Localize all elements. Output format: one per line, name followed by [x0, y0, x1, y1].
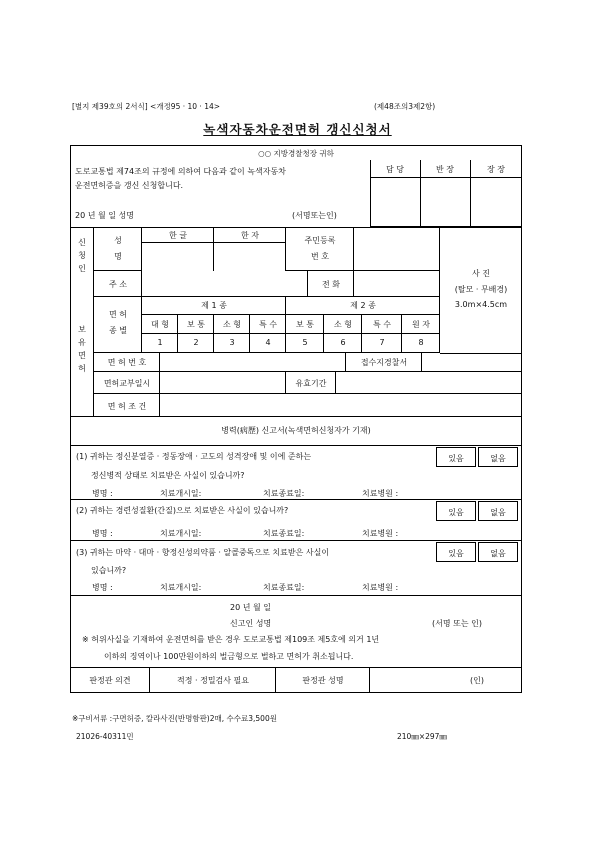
rrn-field[interactable] [354, 227, 440, 271]
subtype-number: 8 [418, 338, 424, 347]
question-3-line-2: 있습니까? [91, 566, 127, 575]
q2-end: 치료종료일: [263, 529, 305, 538]
photo-label: 사 진 [472, 269, 490, 278]
q3-hospital: 치료병원 : [362, 583, 399, 592]
subtype-large: 대 형 [151, 320, 169, 329]
declaration-date: 20 년 월 일 [230, 603, 271, 612]
subtype-small-2: 소 형 [334, 320, 352, 329]
class1-header: 제 1 종 [201, 301, 227, 310]
paper-size: 210㎜×297㎜ [397, 732, 447, 741]
photo-size: 3.0m×4.5cm [454, 300, 508, 309]
question-3-line-1: (3) 귀하는 마약 · 대마 · 향정신성의약품 · 알콜중독으로 치료받은 사실이 [76, 548, 330, 557]
class2-header: 제 2 종 [350, 301, 376, 310]
q1-disease: 병명 : [92, 489, 113, 498]
validity-field[interactable] [336, 372, 522, 394]
q2-disease: 병명 : [92, 529, 113, 538]
judge-seal: (인) [470, 676, 484, 685]
q3-start: 치료개시일: [160, 583, 202, 592]
phone-label: 전 화 [322, 280, 340, 289]
question-2-line-1: (2) 귀하는 경련성질환(간질)으로 치료받은 사실이 있습니까? [76, 506, 289, 515]
validity-label: 유효기간 [295, 379, 327, 388]
address-label: 주 소 [109, 280, 127, 289]
subtype-small-1: 소 형 [223, 320, 241, 329]
condition-label: 면 허 조 건 [107, 402, 147, 411]
applicant-section-label: 신 청 인 [78, 238, 86, 273]
form-code: 21026-40311민 [76, 732, 134, 741]
license-section-label: 보 유 면 허 [78, 325, 86, 373]
reporter-sign-hint: (서명 또는 인) [432, 619, 482, 628]
korean-name-label: 한 글 [169, 231, 187, 240]
address-field[interactable] [142, 271, 308, 297]
photo-requirement: (탈모 · 무배경) [454, 285, 508, 294]
form-title: 녹색자동차운전면허 갱신신청서 [203, 122, 392, 137]
application-sign-hint: (서명또는인) [292, 211, 337, 220]
police-station-label: 접수지경찰서 [360, 358, 408, 367]
subtype-number: 6 [340, 338, 346, 347]
subtype-special-2: 특 수 [373, 320, 391, 329]
intro-line-2: 운전면허증을 갱신 신청합니다. [75, 181, 184, 190]
rrn-label: 주민등록 [304, 236, 336, 245]
condition-field[interactable] [160, 394, 522, 417]
question-1-line-1: (1) 귀하는 정신분열증 · 정동장애 · 고도의 성격장애 및 이에 준하는 [76, 452, 312, 461]
issue-date-field[interactable] [160, 372, 286, 394]
q3-end: 치료종료일: [263, 583, 305, 592]
subtype-number: 4 [265, 338, 271, 347]
q1-hospital: 치료병원 : [362, 489, 399, 498]
approval-team-leader: 반 장 [436, 165, 454, 174]
approval-staff: 담 당 [386, 165, 404, 174]
subtype-number: 1 [157, 338, 163, 347]
addressee: ○○ 지방경찰청장 귀하 [258, 149, 334, 158]
hanja-name-field[interactable] [214, 243, 286, 271]
q1-end: 치료종료일: [263, 489, 305, 498]
false-statement-warning-2: 이하의 징역이나 100만원이하의 벌금형으로 벌하고 면허가 취소됩니다. [104, 652, 354, 661]
subtype-special-1: 특 수 [259, 320, 277, 329]
approval-chief: 장 장 [487, 165, 505, 174]
issue-date-label: 면허교부일시 [103, 379, 151, 388]
phone-field[interactable] [354, 271, 440, 297]
subtype-regular-2: 보 통 [296, 320, 314, 329]
judge-name-label: 판정관 성명 [302, 676, 344, 685]
question-1-line-2: 정신병적 상태로 치료받은 사실이 있습니까? [91, 471, 245, 480]
subtype-regular-1: 보 통 [187, 320, 205, 329]
hanja-name-label: 한 자 [241, 231, 259, 240]
subtype-number: 5 [302, 338, 308, 347]
korean-name-field[interactable] [142, 243, 214, 271]
license-type-label: 면 허 [109, 310, 127, 319]
subtype-number: 7 [379, 338, 385, 347]
license-number-field[interactable] [160, 353, 346, 372]
form-reference: [별지 제39호의 2서식] <개정95 · 10 · 14> [72, 102, 221, 111]
false-statement-warning: ※ 허위사실을 기재하여 운전면허를 받은 경우 도로교통법 제109조 제5호에 의거 1년 [82, 635, 380, 644]
judge-opinion-value[interactable]: 적정 · 정밀검사 필요 [177, 676, 249, 685]
intro-line-1: 도로교통법 제74조의 규정에 의하여 다음과 같이 녹색자동차 [75, 167, 286, 176]
q2-hospital: 치료병원 : [362, 529, 399, 538]
subtype-number: 2 [193, 338, 199, 347]
police-station-field[interactable] [422, 353, 522, 372]
q3-disease: 병명 : [92, 583, 113, 592]
application-date-line: 20 년 월 일 성명 [75, 211, 134, 220]
subtype-number: 3 [229, 338, 235, 347]
medical-heading: 병력(病歷) 신고서(녹색면허신청자가 기재) [221, 426, 371, 435]
q2-start: 치료개시일: [160, 529, 202, 538]
q1-start: 치료개시일: [160, 489, 202, 498]
license-number-label: 면 허 번 호 [107, 358, 147, 367]
reporter-name-label: 신고인 성명 [230, 619, 272, 628]
required-documents: ※구비서류 :구면허증, 칼라사진(반명함판)2매, 수수료3,500원 [72, 714, 277, 723]
name-label: 성 [114, 236, 122, 245]
subtype-motorcycle: 원 자 [412, 320, 430, 329]
judge-opinion-label: 판정관 의견 [89, 676, 131, 685]
article-reference: (제48조의3제2항) [374, 102, 436, 111]
